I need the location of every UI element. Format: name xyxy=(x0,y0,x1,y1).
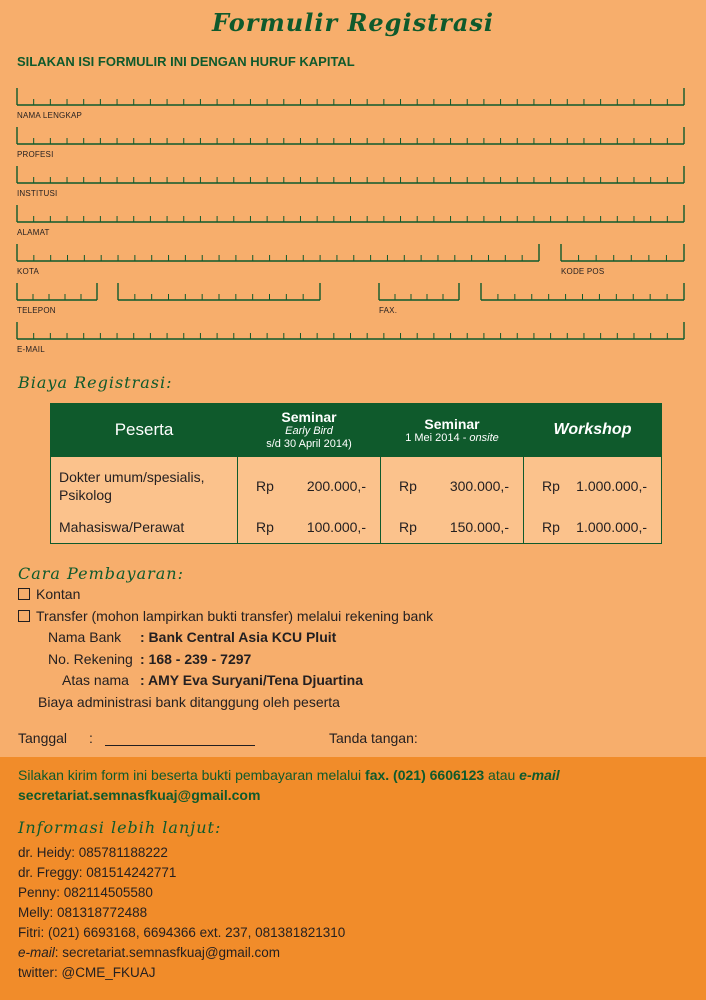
bank-account-row xyxy=(48,651,251,667)
signature-label: Tanda tangan xyxy=(329,730,414,746)
send-email-label: e-mail xyxy=(519,767,560,783)
cell-early xyxy=(238,457,381,512)
contact-item: Fitri: (021) 6693168, 6694366 ext. 237, 081381821310 xyxy=(18,925,346,940)
contact-email xyxy=(18,943,345,963)
date-colon: : xyxy=(88,730,93,746)
comb-lines xyxy=(17,88,684,106)
form-instruction: SILAKAN ISI FORMULIR INI DENGAN HURUF KAPITAL xyxy=(17,54,355,69)
send-or: atau xyxy=(484,767,520,783)
send-instructions xyxy=(18,765,698,805)
cell-early xyxy=(238,511,381,544)
field-alamat[interactable] xyxy=(17,205,684,223)
header-early-date: s/d 30 April 2014) xyxy=(266,438,352,450)
bank-name-label: Nama Bank xyxy=(48,629,122,645)
field-telepon-area[interactable] xyxy=(17,283,97,301)
contact-item: Melly: 081318772488 xyxy=(18,905,148,920)
price-onsite: 300.000,- xyxy=(449,478,509,494)
send-text: Silakan kirim form ini beserta bukti pembayaran melalui xyxy=(18,767,366,783)
bank-holder-row xyxy=(48,672,363,688)
label-email: E-MAIL xyxy=(17,345,45,354)
header-onsite-date: 1 Mei 2014 - xyxy=(405,431,470,444)
comb-lines xyxy=(17,205,684,223)
option-transfer-label: Transfer (mohon lampirkan bukti transfer) melalui rekening bank xyxy=(36,608,434,624)
comb-lines xyxy=(481,283,684,301)
price-workshop: 1.000.000,- xyxy=(576,478,647,494)
bank-holder-value: : AMY Eva Suryani/Tena Djuartina xyxy=(140,672,364,688)
date-label: Tanggal xyxy=(18,730,68,746)
field-kode-pos[interactable] xyxy=(561,244,684,262)
admin-note: Biaya administrasi bank ditanggung oleh peserta xyxy=(38,694,340,710)
label-kota: KOTA xyxy=(17,267,39,276)
field-fax-area[interactable] xyxy=(379,283,459,301)
bank-holder-label: Atas nama xyxy=(62,672,129,688)
label-institusi: INSTITUSI xyxy=(17,189,58,198)
label-telepon: TELEPON xyxy=(17,306,56,315)
contact-email-label: e-mail xyxy=(18,945,55,960)
label-nama-lengkap: NAMA LENGKAP xyxy=(17,111,83,120)
option-cash[interactable] xyxy=(18,585,80,603)
comb-lines xyxy=(379,283,459,301)
field-email[interactable] xyxy=(17,322,684,340)
contact-email-value[interactable]: : secretariat.semnasfkuaj@gmail.com xyxy=(54,945,281,960)
field-kota[interactable] xyxy=(17,244,539,262)
send-email[interactable]: secretariat.semnasfkuaj@gmail.com xyxy=(18,787,261,803)
comb-lines xyxy=(561,244,684,262)
payment-section-title: Cara Pembayaran: xyxy=(18,564,184,583)
header-seminar-early-main: Seminar xyxy=(281,409,337,425)
date-input[interactable] xyxy=(105,731,255,746)
option-cash-label: Kontan xyxy=(36,586,81,602)
field-institusi[interactable] xyxy=(17,166,684,184)
price-onsite: 150.000,- xyxy=(449,519,509,535)
fees-table-header xyxy=(51,404,662,457)
send-fax: fax. (021) 6606123 xyxy=(365,767,485,783)
header-workshop: Workshop xyxy=(524,404,662,457)
checkbox-cash[interactable] xyxy=(18,588,30,600)
comb-lines xyxy=(118,283,320,301)
header-early-bird: Early Bird xyxy=(285,425,333,437)
currency: Rp xyxy=(256,478,274,494)
field-fax[interactable] xyxy=(481,283,684,301)
bank-account-value: : 168 - 239 - 7297 xyxy=(140,651,252,667)
field-nama-lengkap[interactable] xyxy=(17,88,684,106)
contact-item: Penny: 082114505580 xyxy=(18,885,153,900)
contact-list xyxy=(18,843,345,983)
comb-lines xyxy=(17,244,539,262)
contact-item: dr. Heidy: 085781188222 xyxy=(18,845,168,860)
bank-name-value: : Bank Central Asia KCU Pluit xyxy=(140,629,337,645)
comb-lines xyxy=(17,283,97,301)
currency: Rp xyxy=(256,519,274,535)
cell-workshop xyxy=(524,511,662,544)
price-workshop: 1.000.000,- xyxy=(576,519,647,535)
label-alamat: ALAMAT xyxy=(17,228,50,237)
fees-section-title: Biaya Registrasi: xyxy=(18,373,173,392)
date-line xyxy=(18,730,255,746)
currency: Rp xyxy=(399,478,417,494)
row-peserta: Dokter umum/spesialis, Psikolog xyxy=(51,457,238,512)
bank-account-label: No. Rekening xyxy=(48,651,133,667)
contact-twitter[interactable]: twitter: @CME_FKUAJ xyxy=(18,965,156,980)
header-seminar-early xyxy=(238,404,381,457)
info-section-title: Informasi lebih lanjut: xyxy=(18,818,222,837)
form-title: Formulir Registrasi xyxy=(212,8,494,37)
currency: Rp xyxy=(542,519,560,535)
cell-workshop xyxy=(524,457,662,512)
bank-name-row xyxy=(48,629,336,645)
label-kode-pos: KODE POS xyxy=(561,267,605,276)
field-telepon[interactable] xyxy=(118,283,320,301)
cell-onsite xyxy=(381,457,524,512)
header-seminar-onsite xyxy=(381,404,524,457)
table-row xyxy=(51,511,662,544)
checkbox-transfer[interactable] xyxy=(18,610,30,622)
row-peserta: Mahasiswa/Perawat xyxy=(51,511,238,544)
currency: Rp xyxy=(399,519,417,535)
table-row xyxy=(51,457,662,512)
comb-lines xyxy=(17,127,684,145)
header-onsite-label: onsite xyxy=(469,431,499,444)
currency: Rp xyxy=(542,478,560,494)
signature-line xyxy=(329,730,418,746)
header-peserta: Peserta xyxy=(51,404,238,457)
header-seminar-onsite-main: Seminar xyxy=(424,415,480,432)
price-early: 200.000,- xyxy=(306,478,366,494)
field-profesi[interactable] xyxy=(17,127,684,145)
signature-colon: : xyxy=(413,730,418,746)
comb-lines xyxy=(17,166,684,184)
label-profesi: PROFESI xyxy=(17,150,54,159)
comb-lines xyxy=(17,322,684,340)
contact-item: dr. Freggy: 081514242771 xyxy=(18,865,177,880)
cell-onsite xyxy=(381,511,524,544)
price-early: 100.000,- xyxy=(306,519,366,535)
option-transfer[interactable] xyxy=(18,607,433,625)
label-fax: FAX. xyxy=(379,306,398,315)
fees-table xyxy=(50,403,662,544)
